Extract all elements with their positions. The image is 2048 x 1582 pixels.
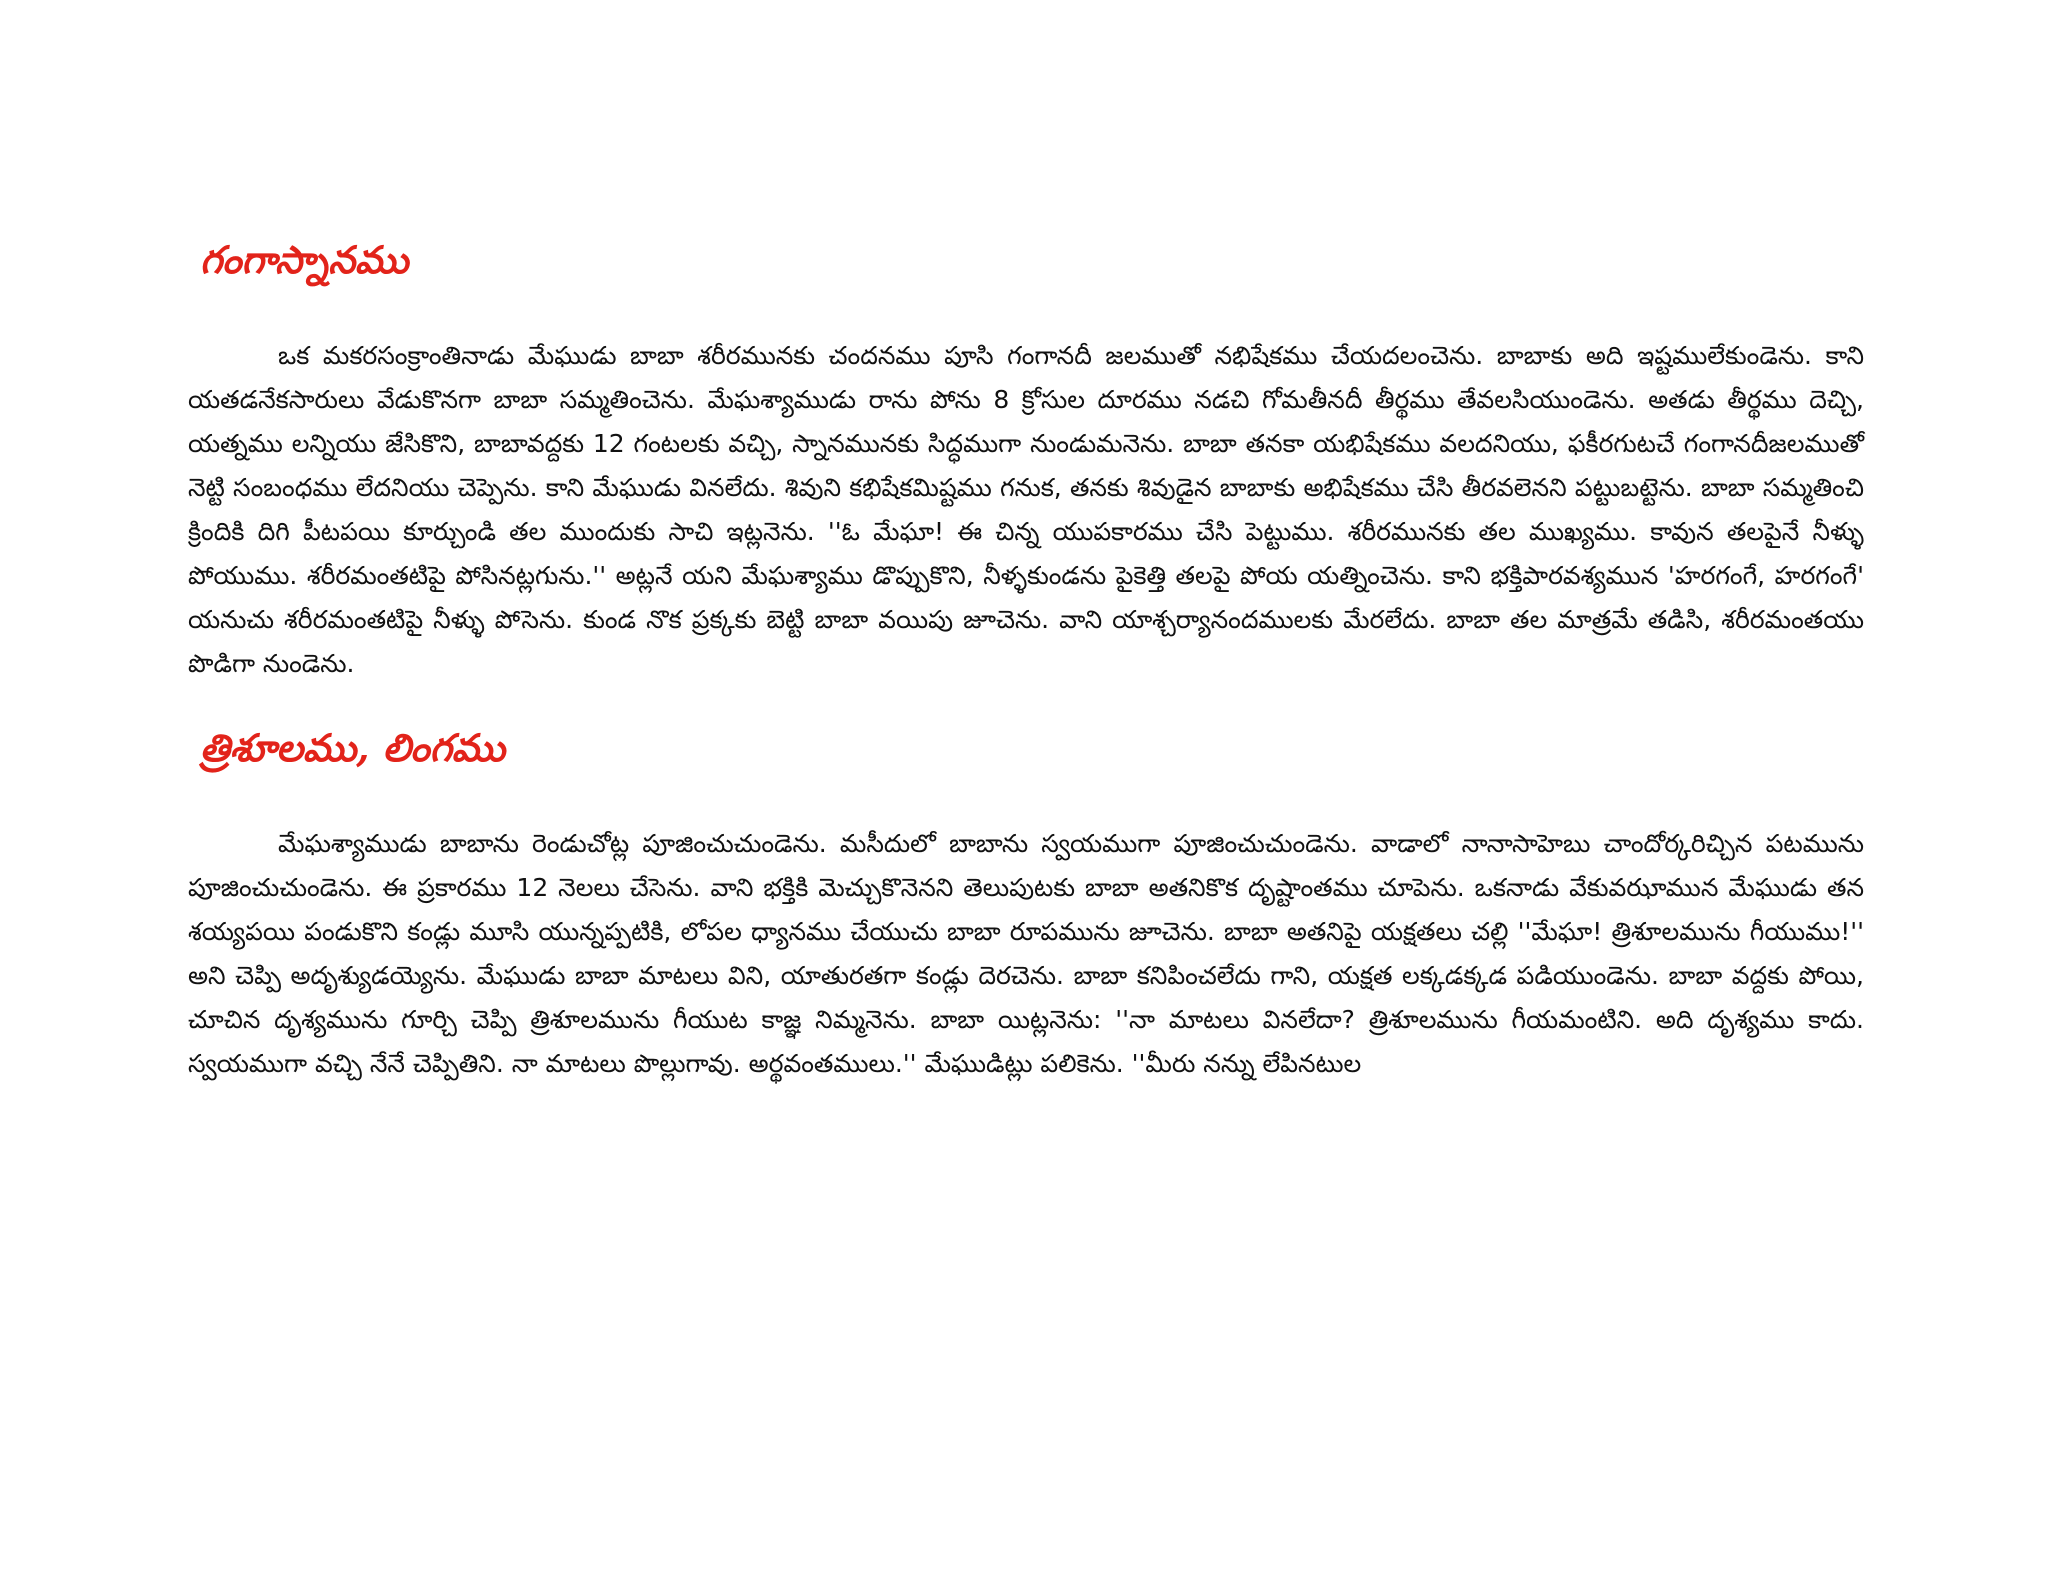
spacer — [188, 686, 1864, 720]
section-paragraph-trishulamu-lingamu: మేఘశ్యాముడు బాబాను రెండుచోట్ల పూజించుచుండెను. మసీదులో బాబాను స్వయముగా పూజించుచుండెను. వాడాలో నానాసాహెబు చాందోర్కరిచ్చిన పటమును పూజించుచుండెను. ఈ ప్రకారము 12 నెలలు చేసెను. వాని భక్తికి మెచ్చుకొనెనని తెలుపుటకు బాబా అతనికొక దృష్టాంతము చూపెను. ఒకనాడు వేకువఝామున మేఘుడు తన శయ్యపయి పండుకొని కండ్లు మూసి యున్నప్పటికి, లోపల ధ్యానము చేయుచు బాబా రూపమును జూచెను. బాబా అతనిపై యక్షతలు చల్లి ''మేఘా! త్రిశూలమును గీయుము!'' అని చెప్పి అదృశ్యుడయ్యెను. మేఘుడు బాబా మాటలు విని, యాతురతగా కండ్లు దెరచెను. బాబా కనిపించలేదు గాని, యక్షత లక్కడక్కడ పడియుండెను. బాబా వద్దకు పోయి, చూచిన దృశ్యమును గూర్చి చెప్పి త్రిశూలమును గీయుట కాజ్ఞ నిమ్మనెను. బాబా యిట్లనెను: ''నా మాటలు వినలేదా? త్రిశూలమును గీయమంటిని. అది దృశ్యము కాదు. స్వయముగా వచ్చి నేనే చెప్పితిని. నా మాటలు పొల్లుగావు. అర్థవంతములు.'' మేఘుడిట్లు పలికెను. ''మీరు నన్ను లేపినటుల — [188, 829, 1864, 1078]
section-title-ganga-snanamu: గంగాస్నానము — [200, 237, 409, 282]
spacer — [188, 776, 1864, 822]
section-title-trishulamu-lingamu: త్రిశూలము, లింగము — [200, 725, 506, 770]
section-paragraph-ganga-snanamu: ఒక మకరసంక్రాంతినాడు మేఘుడు బాబా శరీరమునకు చందనము పూసి గంగానదీ జలముతో నభిషేకము చేయదలంచెను. బాబాకు అది ఇష్టములేకుండెను. కాని యతడనేకసారులు వేడుకొనగా బాబా సమ్మతించెను. మేఘశ్యాముడు రాను పోను 8 క్రోసుల దూరము నడచి గోమతీనదీ తీర్థము తేవలసియుండెను. అతడు తీర్థము దెచ్చి, యత్నము లన్నియు జేసికొని, బాబావద్దకు 12 గంటలకు వచ్చి, స్నానమునకు సిద్ధముగా నుండుమనెను. బాబా తనకా యభిషేకము వలదనియు, ఫకీరగుటచే గంగానదీజలముతో నెట్టి సంబంధము లేదనియు చెప్పెను. కాని మేఘుడు వినలేదు. శివుని కభిషేకమిష్టము గనుక, తనకు శివుడైన బాబాకు అభిషేకము చేసి తీరవలెనని పట్టుబట్టెను. బాబా సమ్మతించి క్రిందికి దిగి పీటపయి కూర్చుండి తల ముందుకు సాచి ఇట్లనెను. ''ఓ మేఘా! ఈ చిన్న యుపకారము చేసి పెట్టుము. శరీరమునకు తల ముఖ్యము. కావున తలపైనే నీళ్ళు పోయుము. శరీరమంతటిపై పోసినట్లగును.'' అట్లనే యని మేఘశ్యాము డొప్పుకొని, నీళ్ళకుండను పైకెత్తి తలపై పోయ యత్నించెను. కాని భక్తిపారవశ్యమున 'హరగంగే, హరగంగే' యనుచు శరీరమంతటిపై నీళ్ళు పోసెను. కుండ నొక ప్రక్కకు బెట్టి బాబా వయిపు జూచెను. వాని యాశ్చర్యానందములకు మేరలేదు. బాబా తల మాత్రమే తడిసి, శరీరమంతయు పొడిగా నుండెను. — [188, 341, 1864, 678]
document-body — [188, 232, 1864, 1086]
spacer — [188, 288, 1864, 334]
